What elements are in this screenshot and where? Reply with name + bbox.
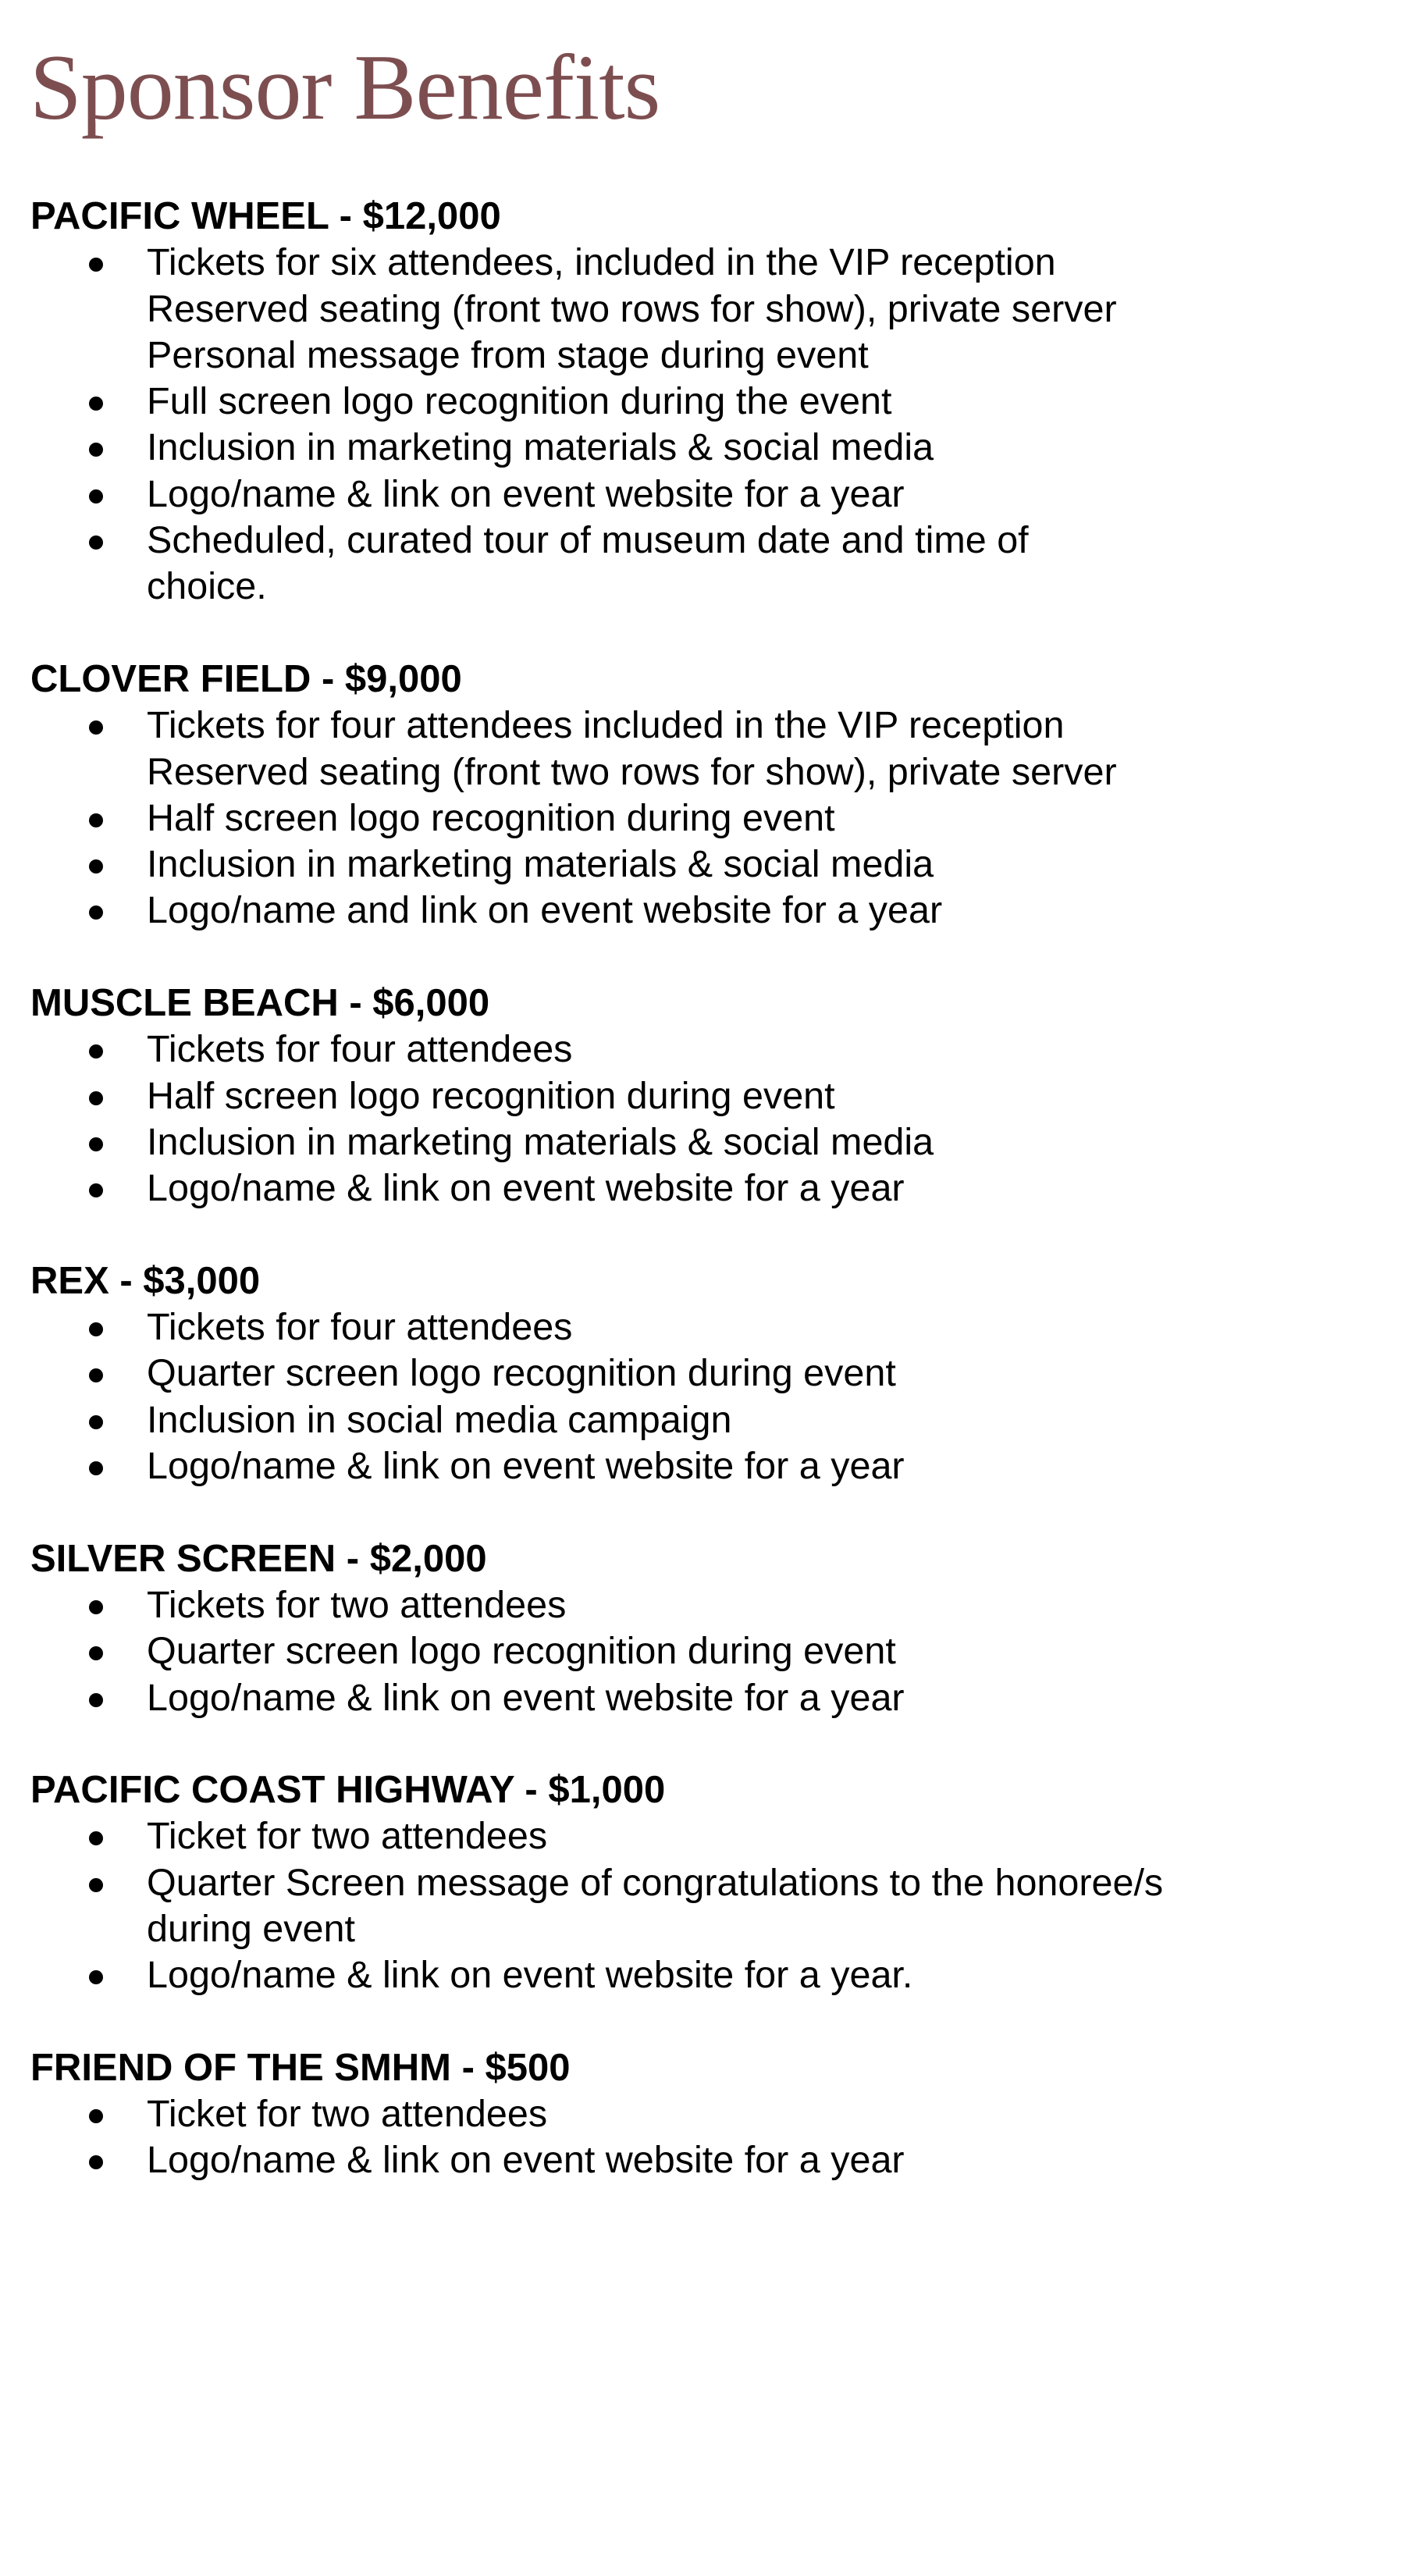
bullet-icon xyxy=(89,1322,103,1336)
benefit-item xyxy=(0,425,1405,471)
benefit-text: Quarter screen logo recognition during event xyxy=(147,1352,896,1395)
benefit-text: Scheduled, curated tour of museum date and time of xyxy=(147,519,1029,562)
benefit-line xyxy=(0,2137,1405,2183)
bullet-icon xyxy=(89,813,103,827)
bullet-icon xyxy=(89,1183,103,1197)
benefit-line xyxy=(0,333,1405,379)
benefit-item xyxy=(0,1443,1405,1489)
benefit-item xyxy=(0,1952,1405,1998)
benefit-item xyxy=(0,2137,1405,2183)
benefit-line xyxy=(0,888,1405,934)
benefit-line xyxy=(0,1350,1405,1397)
benefit-line xyxy=(0,286,1405,333)
sponsor-tier xyxy=(0,656,1405,980)
section-spacer xyxy=(0,1721,1405,1767)
bullet-icon xyxy=(89,906,103,920)
benefit-text: during event xyxy=(147,1907,355,1950)
tier-heading: PACIFIC COAST HIGHWAY - $1,000 xyxy=(30,1769,666,1812)
benefit-line xyxy=(0,379,1405,425)
sponsor-tier xyxy=(0,2045,1405,2184)
bullet-icon xyxy=(89,258,103,272)
benefit-text: Inclusion in social media campaign xyxy=(147,1398,732,1441)
benefit-item xyxy=(0,1675,1405,1721)
tier-heading: CLOVER FIELD - $9,000 xyxy=(30,657,462,700)
benefit-line xyxy=(0,1026,1405,1073)
benefit-list xyxy=(0,1582,1405,1721)
benefit-line xyxy=(0,795,1405,841)
benefit-text: Personal message from stage during event xyxy=(147,333,869,376)
benefit-item xyxy=(0,1582,1405,1628)
section-spacer xyxy=(0,1489,1405,1535)
benefit-text: Full screen logo recognition during the event xyxy=(147,380,892,423)
benefit-list xyxy=(0,703,1405,934)
bullet-icon xyxy=(89,535,103,550)
benefit-item xyxy=(0,1165,1405,1212)
benefit-list xyxy=(0,240,1405,610)
benefit-text: Logo/name & link on event website for a year xyxy=(147,1676,905,1719)
benefit-item xyxy=(0,841,1405,888)
benefit-text: Logo/name and link on event website for a year xyxy=(147,889,943,932)
bullet-icon xyxy=(89,1878,103,1892)
bullet-icon xyxy=(89,1646,103,1660)
benefit-item xyxy=(0,795,1405,841)
tier-heading: SILVER SCREEN - $2,000 xyxy=(30,1537,487,1580)
benefit-line xyxy=(0,1813,1405,1859)
benefit-line xyxy=(0,703,1405,749)
bullet-icon xyxy=(89,489,103,503)
benefit-text: Tickets for six attendees, included in the VIP reception xyxy=(147,241,1056,284)
benefit-item xyxy=(0,379,1405,425)
benefit-item xyxy=(0,1119,1405,1165)
benefit-text: Inclusion in marketing materials & social media xyxy=(147,843,934,886)
benefit-item xyxy=(0,1813,1405,1859)
bullet-icon xyxy=(89,2109,103,2123)
section-spacer xyxy=(0,934,1405,980)
sponsor-tier xyxy=(0,194,1405,656)
benefit-item xyxy=(0,471,1405,518)
benefit-item xyxy=(0,703,1405,795)
benefit-line xyxy=(0,240,1405,286)
benefit-line xyxy=(0,518,1405,564)
benefit-text: Logo/name & link on event website for a year xyxy=(147,472,905,515)
benefit-text: Logo/name & link on event website for a year xyxy=(147,1167,905,1210)
bullet-icon xyxy=(89,1368,103,1382)
tier-heading: FRIEND OF THE SMHM - $500 xyxy=(30,2046,571,2089)
benefit-line xyxy=(0,1119,1405,1165)
bullet-icon xyxy=(89,1970,103,1984)
benefit-list xyxy=(0,1813,1405,1998)
benefit-line xyxy=(0,425,1405,471)
benefit-text: Tickets for two attendees xyxy=(147,1583,567,1626)
benefit-text: Logo/name & link on event website for a year xyxy=(147,1445,905,1488)
benefit-list xyxy=(0,2091,1405,2184)
section-spacer xyxy=(0,1999,1405,2045)
benefit-item xyxy=(0,888,1405,934)
bullet-icon xyxy=(89,859,103,873)
benefit-line xyxy=(0,2091,1405,2137)
benefit-item xyxy=(0,1350,1405,1397)
sponsor-tier xyxy=(0,980,1405,1258)
section-spacer xyxy=(0,1212,1405,1258)
benefit-line xyxy=(0,1860,1405,1906)
benefit-text: Logo/name & link on event website for a year. xyxy=(147,1954,913,1997)
benefit-text: Tickets for four attendees included in the VIP reception xyxy=(147,704,1065,747)
benefit-list xyxy=(0,1304,1405,1489)
sponsor-tier xyxy=(0,1536,1405,1767)
benefit-list xyxy=(0,1026,1405,1212)
benefit-line xyxy=(0,1906,1405,1952)
page-title: Sponsor Benefits xyxy=(30,35,660,139)
bullet-icon xyxy=(89,1415,103,1429)
benefit-text: Quarter Screen message of congratulations to the honoree/s xyxy=(147,1861,1164,1904)
section-spacer xyxy=(0,610,1405,656)
bullet-icon xyxy=(89,720,103,735)
tier-heading: PACIFIC WHEEL - $12,000 xyxy=(30,195,501,237)
benefit-line xyxy=(0,471,1405,518)
benefit-item xyxy=(0,518,1405,610)
bullet-icon xyxy=(89,1600,103,1614)
bullet-icon xyxy=(89,1137,103,1151)
bullet-icon xyxy=(89,443,103,457)
benefit-text: Tickets for four attendees xyxy=(147,1306,573,1349)
benefit-text: Half screen logo recognition during event xyxy=(147,796,835,839)
sponsor-tier xyxy=(0,1767,1405,2045)
benefit-line xyxy=(0,1675,1405,1721)
benefit-text: Reserved seating (front two rows for show), private server xyxy=(147,750,1117,793)
bullet-icon xyxy=(89,1044,103,1059)
bullet-icon xyxy=(89,2155,103,2169)
bullet-icon xyxy=(89,1831,103,1845)
benefit-item xyxy=(0,1304,1405,1350)
benefit-line xyxy=(0,564,1405,610)
benefit-item xyxy=(0,1073,1405,1119)
benefit-line xyxy=(0,1165,1405,1212)
benefit-text: Quarter screen logo recognition during event xyxy=(147,1630,896,1673)
benefit-text: Ticket for two attendees xyxy=(147,2093,548,2136)
bullet-icon xyxy=(89,1091,103,1105)
benefit-line xyxy=(0,1304,1405,1350)
bullet-icon xyxy=(89,1461,103,1475)
benefit-line xyxy=(0,1628,1405,1674)
benefit-text: Logo/name & link on event website for a year xyxy=(147,2139,905,2182)
benefit-text: Inclusion in marketing materials & social media xyxy=(147,426,934,469)
benefit-line xyxy=(0,841,1405,888)
benefit-text: Reserved seating (front two rows for show), private server xyxy=(147,287,1117,330)
bullet-icon xyxy=(89,397,103,411)
benefit-text: Half screen logo recognition during event xyxy=(147,1074,835,1117)
benefit-text: choice. xyxy=(147,565,267,608)
benefit-item xyxy=(0,240,1405,379)
benefit-item xyxy=(0,1628,1405,1674)
sponsor-tier xyxy=(0,1258,1405,1536)
benefit-item xyxy=(0,1397,1405,1443)
benefit-line xyxy=(0,1952,1405,1998)
benefit-text: Ticket for two attendees xyxy=(147,1815,548,1858)
bullet-icon xyxy=(89,1693,103,1707)
tier-heading: REX - $3,000 xyxy=(30,1259,261,1302)
benefit-item xyxy=(0,2091,1405,2137)
sponsor-tiers xyxy=(0,194,1405,2184)
benefit-text: Inclusion in marketing materials & social media xyxy=(147,1120,934,1163)
tier-heading: MUSCLE BEACH - $6,000 xyxy=(30,982,490,1025)
benefit-item xyxy=(0,1026,1405,1073)
benefit-line xyxy=(0,1582,1405,1628)
benefit-line xyxy=(0,1397,1405,1443)
benefit-line xyxy=(0,1443,1405,1489)
benefit-item xyxy=(0,1860,1405,1953)
benefit-line xyxy=(0,749,1405,795)
benefit-line xyxy=(0,1073,1405,1119)
benefit-text: Tickets for four attendees xyxy=(147,1028,573,1071)
